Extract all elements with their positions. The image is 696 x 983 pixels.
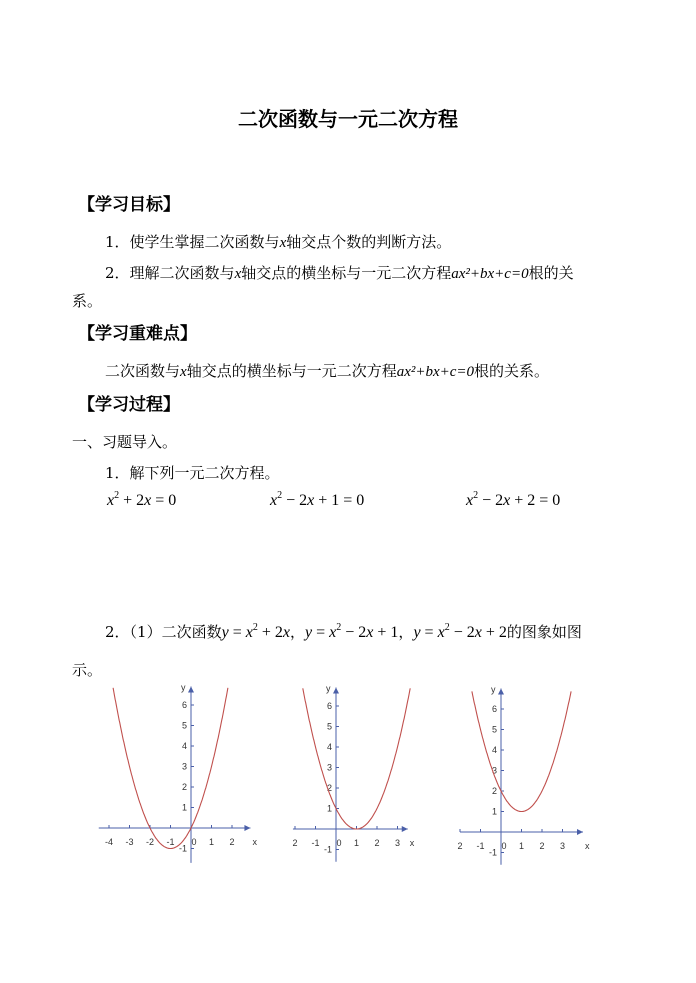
key-text-c: 根的关系。 <box>474 362 550 380</box>
y-tick-label: 2 <box>491 786 497 796</box>
parabola-curve <box>303 688 410 829</box>
key-text-a: 二次函数与 <box>105 362 181 380</box>
goal-2-text-a: 理解二次函数与 <box>129 264 235 282</box>
y-axis-label: y <box>326 683 331 694</box>
y-axis-arrow <box>333 688 339 694</box>
x-tick-label: 1 <box>518 841 525 851</box>
parabola-curve <box>472 691 571 811</box>
parabola-curve <box>113 688 228 849</box>
graph-3 <box>457 685 590 865</box>
x-tick-label: 2 <box>292 838 298 848</box>
y-axis-arrow <box>188 687 194 693</box>
y-axis-arrow <box>498 689 504 695</box>
x-tick-label: -2 <box>145 837 155 847</box>
key-heading: 【学习重难点】 <box>78 324 197 344</box>
goal-1-number: 1． <box>105 233 130 251</box>
x-tick-label: 1 <box>208 837 215 847</box>
q2-sep-2: ， <box>398 623 414 641</box>
y-tick-label: 5 <box>491 724 497 735</box>
y-tick-label: 4 <box>181 741 187 751</box>
y-tick-label: 3 <box>326 762 332 773</box>
goal-2-wrap: 系。 <box>72 292 103 310</box>
goal-2-x: x <box>234 266 242 282</box>
question-1: 1．解下列一元二次方程。 <box>105 464 280 482</box>
y-tick-label: 5 <box>181 720 187 731</box>
x-axis-arrow <box>244 825 250 831</box>
x-tick-label: -4 <box>104 837 114 847</box>
goal-1-text-a: 使学生掌握二次函数与 <box>129 233 280 251</box>
x-tick-label: 2 <box>229 837 235 847</box>
question-2-wrap: 示。 <box>72 661 103 679</box>
goal-2-equation: ax²+bx+c=0 <box>451 266 529 282</box>
key-equation: ax²+bx+c=0 <box>396 364 475 380</box>
y-tick-label: 3 <box>181 761 187 772</box>
x-tick-label: 3 <box>394 838 401 848</box>
y-tick-label: 2 <box>326 783 332 793</box>
y-tick-label: 6 <box>181 700 187 710</box>
x-tick-label: 3 <box>559 841 566 851</box>
goal-2-text-b: 轴交点的横坐标与一元二次方程 <box>241 264 452 282</box>
x-tick-label: -1 <box>311 838 320 848</box>
equation-2: $x^2 - 2x + 1 = 0$ <box>270 490 365 509</box>
y-tick-label: 1 <box>181 802 187 813</box>
q2-func-1: $y = x^2 + 2x$ <box>221 622 290 641</box>
x-tick-label: 1 <box>353 838 360 848</box>
x-tick-label: 2 <box>457 841 463 851</box>
goal-1-text-b: 轴交点个数的判断方法。 <box>286 233 452 251</box>
y-tick-label: -1 <box>178 843 187 854</box>
y-tick-label: -1 <box>323 844 332 855</box>
y-tick-label: -1 <box>488 847 497 858</box>
page-title: 二次函数与一元二次方程 <box>238 107 458 131</box>
goal-2-number: 2． <box>105 264 130 282</box>
y-tick-label: 5 <box>326 721 332 732</box>
key-text-b: 轴交点的横坐标与一元二次方程 <box>186 362 397 380</box>
y-tick-label: 1 <box>491 806 497 817</box>
x-axis-arrow <box>577 829 583 835</box>
y-tick-label: 2 <box>181 782 187 792</box>
y-tick-label: 1 <box>326 803 332 814</box>
y-axis-label: y <box>181 682 186 693</box>
process-heading: 【学习过程】 <box>78 395 180 415</box>
x-axis-label: x <box>409 838 415 848</box>
q2-func-2: $y = x^2 - 2x + 1$ <box>305 622 399 641</box>
equation-1: $x^2 + 2x = 0$ <box>107 490 177 509</box>
y-tick-label: 4 <box>491 745 497 755</box>
x-tick-label: 0 <box>191 837 197 847</box>
graph-1 <box>99 683 258 863</box>
x-axis-label: x <box>585 841 590 851</box>
part-1-heading: 一、习题导入。 <box>72 433 178 451</box>
goal-1-x: x <box>279 235 287 251</box>
q2-suffix: 的图象如图 <box>506 623 582 641</box>
q2-sep-1: ， <box>289 623 305 641</box>
goals-heading: 【学习目标】 <box>78 195 180 215</box>
x-tick-label: 2 <box>374 838 380 848</box>
key-x: x <box>180 364 187 380</box>
y-tick-label: 3 <box>491 765 497 776</box>
y-axis-label: y <box>491 684 496 695</box>
graph-2 <box>292 684 414 862</box>
y-tick-label: 4 <box>326 742 332 752</box>
x-tick-label: 0 <box>336 838 342 848</box>
x-axis-arrow <box>402 826 408 832</box>
y-tick-label: 6 <box>491 704 497 714</box>
equation-3: $x^2 - 2x + 2 = 0$ <box>466 490 561 509</box>
x-tick-label: -3 <box>125 837 134 847</box>
x-axis-label: x <box>252 837 257 847</box>
x-tick-label: 2 <box>539 841 545 851</box>
x-tick-label: -1 <box>166 837 175 847</box>
x-tick-label: -1 <box>476 841 485 851</box>
q2-prefix: 2．（1）二次函数 <box>105 623 222 641</box>
goal-2-text-c: 根的关 <box>528 264 574 282</box>
x-tick-label: 0 <box>501 841 507 851</box>
q2-func-3: $y = x^2 - 2x + 2$ <box>413 622 507 641</box>
y-tick-label: 6 <box>326 701 332 711</box>
